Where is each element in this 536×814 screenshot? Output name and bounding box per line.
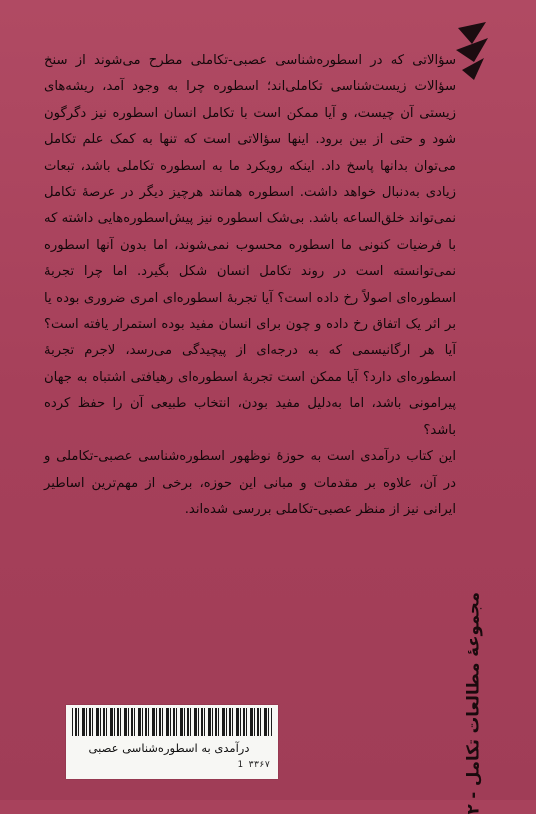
publisher-bird-logo-icon	[452, 20, 492, 82]
back-cover-description	[44, 48, 456, 523]
description-paragraph-1: سؤالاتی که در اسطوره‌شناسی عصبی-تکاملی مطرح می‌شوند از سنخ سؤالات زیست‌شناسی تکاملی‌اند؛ اسطوره چرا به وجود آمد، ریشه‌های زیستی آن چیست، و آیا ممکن است با تکامل انسان اسطوره نیز دگرگون شود و حتی از بین برود. اینها سؤالاتی است که تنها به کمک علم تکامل می‌توان بدانها پاسخ داد. اینکه رویکرد ما به اسطوره تکاملی باشد، تبعات زیادی به‌دنبال خواهد داشت. اسطوره همانند هرچیز دیگر در عرصهٔ تکامل نمی‌تواند خلق‌الساعه باشد. بی‌شک اسطوره نیز پیش‌اسطوره‌هایی داشته که با فرضیات کنونی ما اسطوره محسوب نمی‌شوند، اما بدون آنها اسطوره نمی‌توانسته است در روند تکامل انسان شکل بگیرد. اما چرا تجربهٔ اسطوره‌ای اصولاً رخ داده است؟ آیا تجربهٔ اسطوره‌ای امری ضروری بوده یا بر اثر یک اتفاق رخ داده و چون برای انسان مفید بوده استمرار یافته است؟ آیا هر ارگانیسمی که به درجه‌ای از پیچیدگی می‌رسد، لاجرم تجربهٔ اسطوره‌ای دارد؟ آیا ممکن است تجربهٔ اسطوره‌ای رهیافتی اشتباه به جهان پیرامونی باشد، اما به‌دلیل مفید بودن، انتخاب طبیعی آن را حفظ کرده باشد؟	[44, 53, 456, 438]
series-title: مجموعهٔ مطالعات تکامل - ۲	[463, 592, 483, 814]
sticker-book-title: درآمدی به اسطوره‌شناسی عصبی	[88, 741, 250, 755]
barcode	[72, 708, 272, 736]
series-title-block	[442, 592, 504, 814]
sticker-code: 1 ۳۳۶۷	[237, 760, 270, 770]
price-barcode-sticker	[66, 705, 278, 779]
description-paragraph-2: این کتاب درآمدی است به حوزهٔ نوظهور اسطوره‌شناسی عصبی-تکاملی و در آن، علاوه بر مقدمات و مبانی این حوزه، برخی از مهم‌ترین اساطیر ایرانی نیز از منظر عصبی-تکاملی بررسی شده‌اند.	[44, 449, 456, 517]
